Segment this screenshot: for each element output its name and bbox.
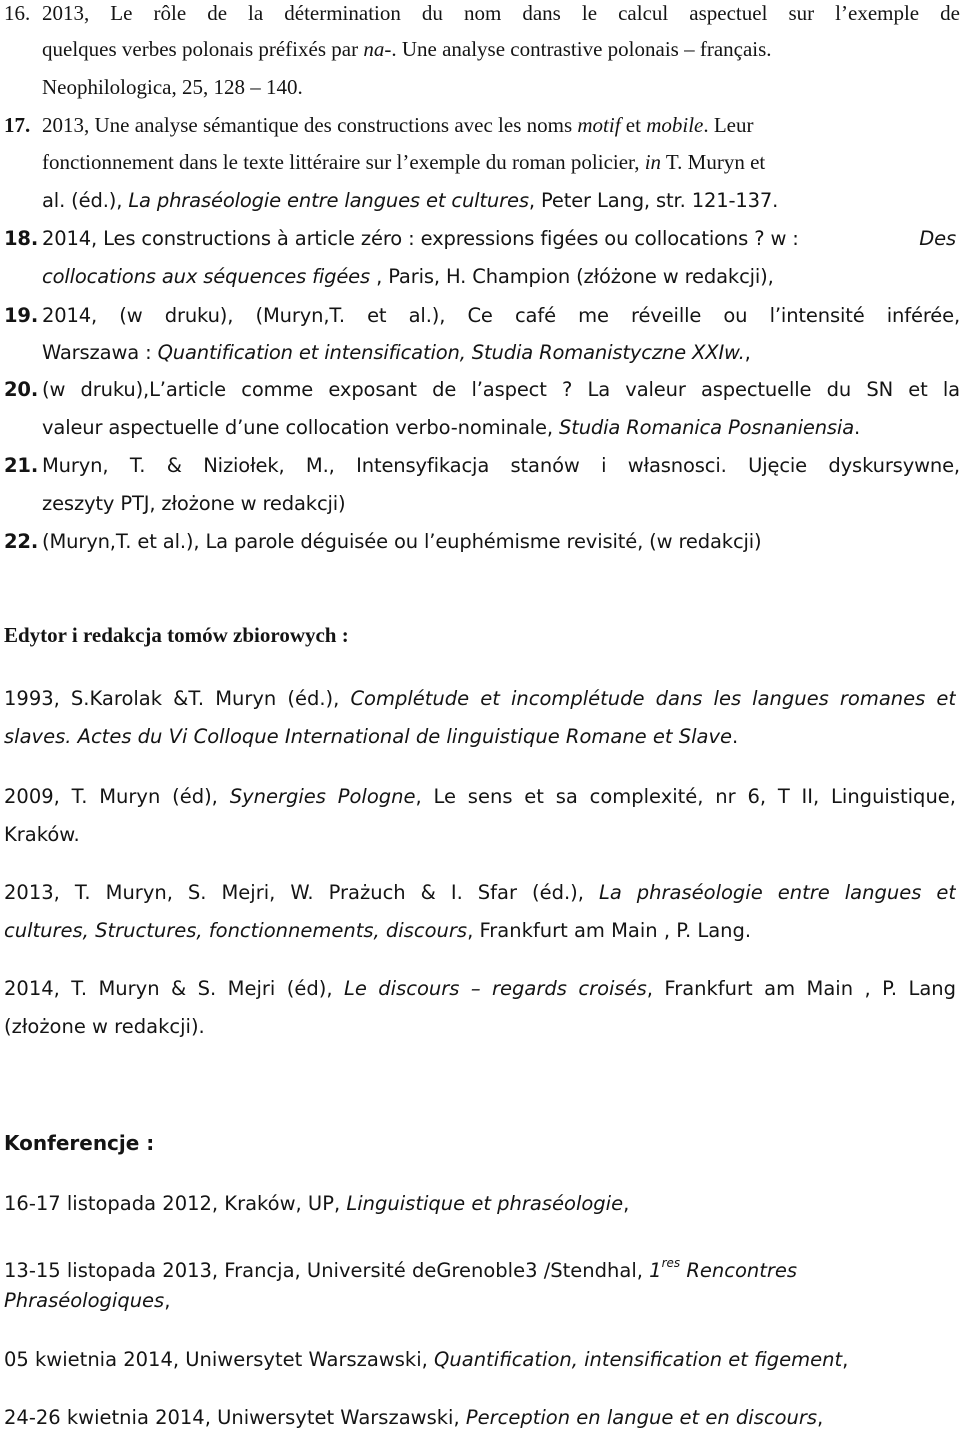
pub-19-line-2 (0, 338, 960, 376)
pub-16-line-3 (0, 72, 960, 110)
pub-16-text-1: 2013, Le rôle de la détermination du nom dans le calcul aspectuel sur l’exemple de (42, 1, 960, 25)
editor-entry-2-line-2: Kraków. (4, 823, 80, 846)
pub-18-text-1: 2014, Les constructions à article zéro : expressions figées ou collocations ? w : Des (42, 224, 960, 254)
pub-21-number: 21. (4, 454, 39, 477)
editor-entry-1-line-1: 1993, S.Karolak &T. Muryn (éd.), Complétude et incomplétude dans les langues romanes et (4, 687, 956, 710)
pub-18-number: 18. (4, 227, 39, 250)
editor-entry-1-line-2: slaves. Actes du Vi Colloque International de linguistique Romane et Slave. (4, 725, 739, 748)
conference-entry-3: 05 kwietnia 2014, Uniwersytet Warszawski, Quantification, intensification et figement, (4, 1348, 849, 1371)
pub-21-line-2 (0, 489, 960, 527)
pub-21-text-2: zeszyty PTJ, złożone w redakcji) (42, 492, 346, 515)
pub-21-text-1: Muryn, T. & Niziołek, M., Intensyfikacja stanów i własnosci. Ujęcie dyskursywne, (42, 454, 960, 477)
pub-17-text-2: fonctionnement dans le texte littéraire sur l’exemple du roman policier, in T. Muryn et (42, 150, 766, 174)
pub-20-number: 20. (4, 378, 39, 401)
pub-16-line-1 (0, 0, 960, 36)
pub-19-text-1: 2014, (w druku), (Muryn,T. et al.), Ce café me réveille ou l’intensité inférée, (42, 304, 960, 327)
pub-16-text-2: quelques verbes polonais préfixés par na-. Une analyse contrastive polonais – français. (42, 37, 772, 61)
pub-17-book-title: La phraséologie entre langues et cultures (128, 189, 529, 212)
pub-16-text-3: Neophilologica, 25, 128 – 140. (42, 75, 303, 99)
pub-16-number: 16. (4, 1, 31, 25)
pub-21-line-1 (0, 451, 960, 489)
pub-18-line-1 (0, 224, 960, 262)
conference-entry-2-line-1: 13-15 listopada 2013, Francja, Université deGrenoble3 /Stendhal, 1res Rencontres (4, 1256, 798, 1282)
pub-16-line-2 (0, 34, 960, 72)
conference-entry-4: 24-26 kwietnia 2014, Uniwersytet Warszawski, Perception en langue et en discours, (4, 1406, 824, 1429)
pub-20-line-2 (0, 413, 960, 451)
pub-20-text-2: valeur aspectuelle d’une collocation verbo-nominale, Studia Romanica Posnaniensia. (42, 416, 861, 439)
pub-18-text-2: collocations aux séquences figées , Paris, H. Champion (złóżone w redakcji), (42, 265, 774, 288)
pub-16-prefix: na- (363, 37, 392, 61)
conference-entry-1: 16-17 listopada 2012, Kraków, UP, Linguistique et phraséologie, (4, 1192, 630, 1215)
pub-17-line-3 (0, 186, 960, 224)
pub-19-number: 19. (4, 304, 39, 327)
editor-entry-2-line-1: 2009, T. Muryn (éd), Synergies Pologne, Le sens et sa complexité, nr 6, T II, Linguistique, (4, 785, 956, 808)
conference-entry-2-line-2: Phraséologiques, (4, 1289, 171, 1312)
pub-19-text-2: Warszawa : Quantification et intensification, Studia Romanistyczne XXIw., (42, 341, 751, 364)
pub-22-text-1: (Muryn,T. et al.), La parole déguisée ou l’euphémisme revisité, (w redakcji) (42, 530, 762, 553)
editor-section-title: Edytor i redakcja tomów zbiorowych : (4, 623, 349, 647)
conference-section-title: Konferencje : (4, 1131, 155, 1155)
pub-20-text-1: (w druku),L’article comme exposant de l’aspect ? La valeur aspectuelle du SN et la (42, 378, 960, 401)
pub-22-line-1 (0, 527, 960, 565)
pub-22-number: 22. (4, 530, 39, 553)
editor-entry-3-line-1: 2013, T. Muryn, S. Mejri, W. Prażuch & I. Sfar (éd.), La phraséologie entre langues et (4, 881, 956, 904)
pub-17-text-3: al. (éd.), La phraséologie entre langues et cultures, Peter Lang, str. 121-137. (42, 189, 779, 212)
pub-17-text-1: 2013, Une analyse sémantique des constructions avec les noms motif et mobile. Leur (42, 113, 754, 137)
pub-18-line-2 (0, 262, 960, 300)
pub-17-line-2 (0, 147, 960, 185)
editor-entry-3-line-2: cultures, Structures, fonctionnements, discours, Frankfurt am Main , P. Lang. (4, 919, 752, 942)
pub-18-des: Des (919, 227, 956, 250)
editor-entry-4-line-2: (złożone w redakcji). (4, 1015, 205, 1038)
pub-17-line-1 (0, 110, 960, 148)
editor-entry-4-line-1: 2014, T. Muryn & S. Mejri (éd), Le discours – regards croisés, Frankfurt am Main , P. Lang (4, 977, 956, 1000)
pub-20-line-1 (0, 375, 960, 413)
pub-17-number: 17. (4, 113, 31, 137)
pub-19-line-1 (0, 301, 960, 339)
